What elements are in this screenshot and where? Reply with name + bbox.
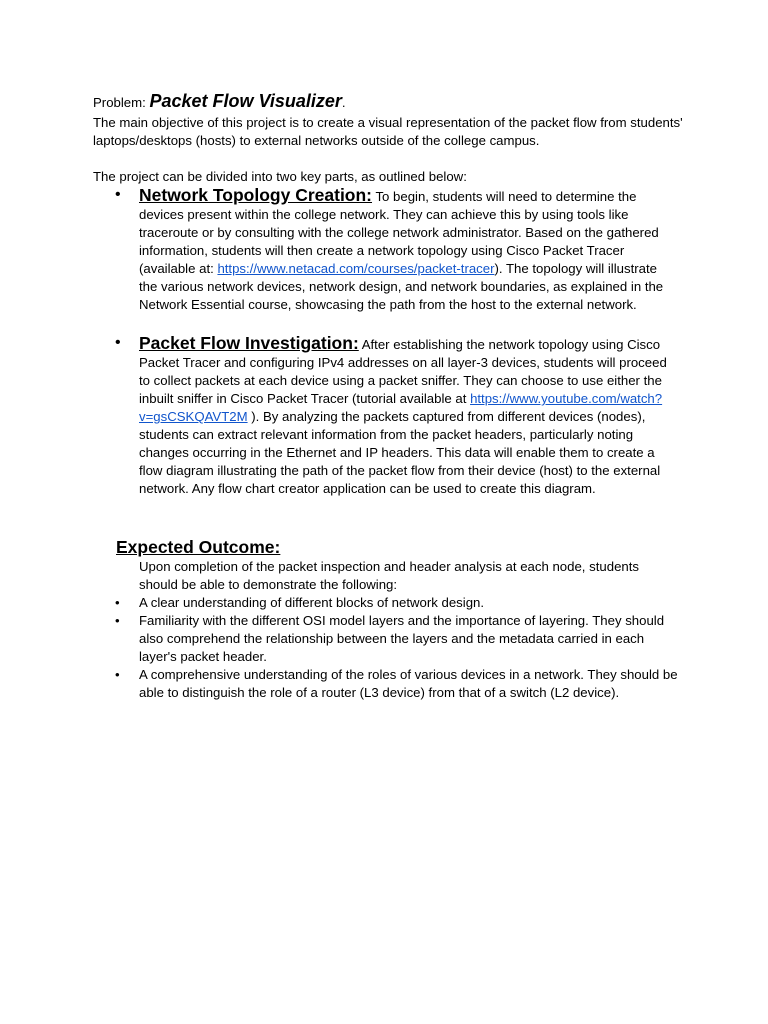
problem-prefix: Problem: <box>93 95 150 110</box>
part-item-investigation <box>93 334 675 498</box>
part-text: ). The topology will illustrate the various network devices, network design, and network boundaries, as explained in the Network Essential course, showcasing the path from the host to the external network. <box>139 261 664 312</box>
outcome-list <box>93 594 693 702</box>
outcome-intro: Upon completion of the packet inspection and header analysis at each node, students should be able to demonstrate the following: <box>139 559 639 592</box>
part-heading: Network Topology Creation: <box>139 185 373 205</box>
parts-intro: The project can be divided into two key parts, as outlined below: <box>93 169 467 184</box>
outcome-item-text: A clear understanding of different blocks of network design. <box>139 595 485 610</box>
outcome-item <box>93 594 679 612</box>
parts-list <box>93 186 693 498</box>
part-heading: Packet Flow Investigation: <box>139 333 359 353</box>
spacer <box>93 150 693 168</box>
part-text: ). By analyzing the packets captured from different devices (nodes), students can extract relevant information from the packet headers, particularly noting changes occurring in the Ethernet and IP headers. This data will enable them to create a flow diagram illustrating the path of the packet flow from their device (host) to the external network. Any flow chart creator application can be used to create this diagram. <box>139 409 661 496</box>
bullet-icon: • <box>115 595 120 610</box>
bullet-icon: • <box>115 613 120 628</box>
spacer <box>93 314 675 334</box>
part-text: To begin, students will need to determine the devices present within the college network. They can achieve this by using tools like traceroute or by consulting with the college network administrator. Based on the gathered information, students will then create a network topology using Cisco Packet Tracer (available at: <box>139 189 659 276</box>
expected-outcome-heading: Expected Outcome: <box>116 537 281 557</box>
problem-line <box>93 88 693 114</box>
problem-suffix: . <box>341 95 346 110</box>
part-text: After establishing the network topology using Cisco Packet Tracer and configuring IPv4 addresses on all layer-3 devices, students will proceed to collect packets at each device using a packet sniffer. They can choose to use either the inbuilt sniffer in Cisco Packet Tracer (tutorial available at <box>139 337 667 406</box>
bullet-icon: • <box>115 334 121 351</box>
part-item-topology <box>93 186 675 314</box>
outcome-item-text: A comprehensive understanding of the roles of various devices in a network. They should be able to distinguish the role of a router (L3 device) from that of a switch (L2 device). <box>139 667 678 700</box>
objective-paragraph: The main objective of this project is to create a visual representation of the packet flow from students' laptops/desktops (hosts) to external networks outside of the college campus. <box>93 115 683 148</box>
bullet-icon: • <box>115 186 121 203</box>
bullet-icon: • <box>115 667 120 682</box>
spacer <box>93 498 693 536</box>
outcome-item <box>93 612 679 666</box>
outcome-item <box>93 666 679 702</box>
document-page <box>93 88 693 702</box>
packet-tracer-link[interactable]: https://www.netacad.com/courses/packet-tracer <box>217 261 495 276</box>
youtube-tutorial-link[interactable]: https://www.youtube.com/watch?v=gsCSKQAVT2M <box>139 391 663 424</box>
project-title: Packet Flow Visualizer <box>149 91 342 111</box>
outcome-item-text: Familiarity with the different OSI model layers and the importance of layering. They should also comprehend the relationship between the layers and the metadata carried in each layer's packet header. <box>139 613 665 664</box>
